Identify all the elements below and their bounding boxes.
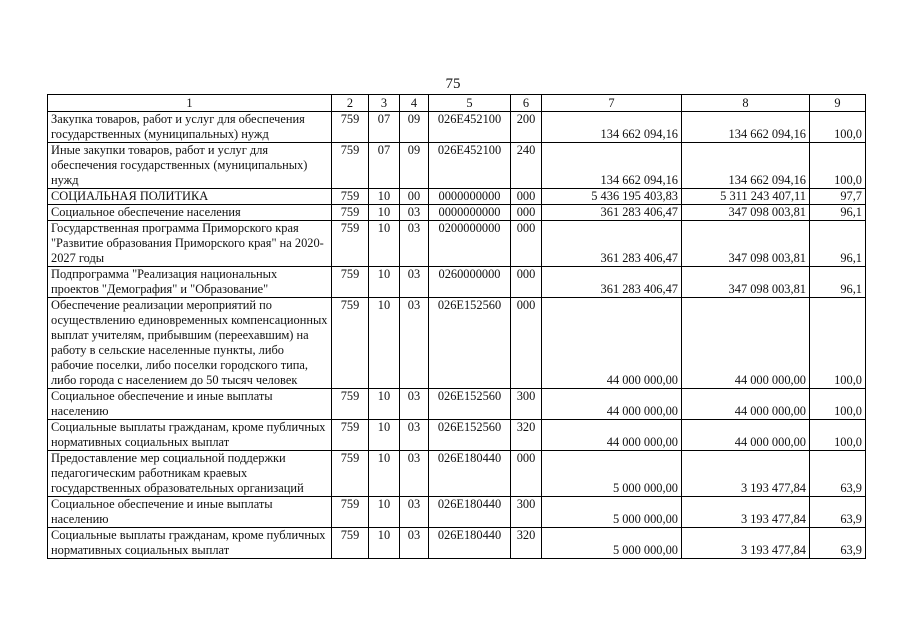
column-header: 5 — [429, 95, 511, 112]
row-name-cell: Социальные выплаты гражданам, кроме публичных нормативных социальных выплат — [48, 420, 332, 451]
target-article-cell: 0000000000 — [429, 189, 511, 205]
planned-amount-cell: 361 283 406,47 — [542, 205, 682, 221]
subsection-code-cell: 03 — [400, 205, 429, 221]
actual-amount-cell: 347 098 003,81 — [682, 205, 810, 221]
expense-type-cell: 300 — [511, 497, 542, 528]
planned-amount-cell: 5 000 000,00 — [542, 528, 682, 559]
row-name-cell: Государственная программа Приморского края "Развитие образования Приморского края" на 2020-2027 годы — [48, 221, 332, 267]
column-header: 8 — [682, 95, 810, 112]
actual-amount-cell: 134 662 094,16 — [682, 143, 810, 189]
ministry-code-cell: 759 — [332, 112, 369, 143]
row-name-cell: Социальное обеспечение населения — [48, 205, 332, 221]
budget-table — [47, 94, 866, 559]
percent-cell: 100,0 — [810, 112, 866, 143]
table-row — [48, 451, 866, 497]
table-row — [48, 112, 866, 143]
row-name-cell: Социальное обеспечение и иные выплаты населению — [48, 389, 332, 420]
column-header: 9 — [810, 95, 866, 112]
row-name-cell: Социальные выплаты гражданам, кроме публичных нормативных социальных выплат — [48, 528, 332, 559]
section-code-cell: 10 — [369, 497, 400, 528]
section-code-cell: 10 — [369, 221, 400, 267]
subsection-code-cell: 00 — [400, 189, 429, 205]
expense-type-cell: 320 — [511, 528, 542, 559]
target-article-cell: 026E152560 — [429, 298, 511, 389]
target-article-cell: 026E180440 — [429, 528, 511, 559]
actual-amount-cell: 5 311 243 407,11 — [682, 189, 810, 205]
column-header: 4 — [400, 95, 429, 112]
section-code-cell: 10 — [369, 451, 400, 497]
column-header: 2 — [332, 95, 369, 112]
percent-cell: 97,7 — [810, 189, 866, 205]
expense-type-cell: 000 — [511, 451, 542, 497]
ministry-code-cell: 759 — [332, 389, 369, 420]
section-code-cell: 10 — [369, 267, 400, 298]
planned-amount-cell: 5 436 195 403,83 — [542, 189, 682, 205]
percent-cell: 63,9 — [810, 497, 866, 528]
actual-amount-cell: 44 000 000,00 — [682, 420, 810, 451]
target-article-cell: 026E452100 — [429, 143, 511, 189]
table-row — [48, 298, 866, 389]
section-code-cell: 10 — [369, 528, 400, 559]
column-header: 1 — [48, 95, 332, 112]
target-article-cell: 026E152560 — [429, 420, 511, 451]
target-article-cell: 026E180440 — [429, 497, 511, 528]
planned-amount-cell: 361 283 406,47 — [542, 221, 682, 267]
section-code-cell: 07 — [369, 112, 400, 143]
section-code-cell: 10 — [369, 298, 400, 389]
row-name-cell: Иные закупки товаров, работ и услуг для обеспечения государственных (муниципальных) нужд — [48, 143, 332, 189]
ministry-code-cell: 759 — [332, 528, 369, 559]
column-header: 6 — [511, 95, 542, 112]
row-name-cell: Предоставление мер социальной поддержки педагогическим работникам краевых государственных образовательных организаций — [48, 451, 332, 497]
expense-type-cell: 240 — [511, 143, 542, 189]
actual-amount-cell: 347 098 003,81 — [682, 221, 810, 267]
subsection-code-cell: 03 — [400, 389, 429, 420]
ministry-code-cell: 759 — [332, 420, 369, 451]
table-row — [48, 497, 866, 528]
target-article-cell: 0260000000 — [429, 267, 511, 298]
row-name-cell: Подпрограмма "Реализация национальных проектов "Демография" и "Образование" — [48, 267, 332, 298]
expense-type-cell: 320 — [511, 420, 542, 451]
ministry-code-cell: 759 — [332, 497, 369, 528]
section-code-cell: 10 — [369, 189, 400, 205]
section-code-cell: 10 — [369, 205, 400, 221]
planned-amount-cell: 361 283 406,47 — [542, 267, 682, 298]
planned-amount-cell: 44 000 000,00 — [542, 389, 682, 420]
percent-cell: 63,9 — [810, 528, 866, 559]
actual-amount-cell: 44 000 000,00 — [682, 298, 810, 389]
subsection-code-cell: 03 — [400, 451, 429, 497]
target-article-cell: 026E152560 — [429, 389, 511, 420]
actual-amount-cell: 44 000 000,00 — [682, 389, 810, 420]
target-article-cell: 0200000000 — [429, 221, 511, 267]
percent-cell: 100,0 — [810, 143, 866, 189]
percent-cell: 100,0 — [810, 420, 866, 451]
ministry-code-cell: 759 — [332, 221, 369, 267]
table-row — [48, 189, 866, 205]
row-name-cell: СОЦИАЛЬНАЯ ПОЛИТИКА — [48, 189, 332, 205]
ministry-code-cell: 759 — [332, 143, 369, 189]
table-row — [48, 528, 866, 559]
subsection-code-cell: 03 — [400, 221, 429, 267]
ministry-code-cell: 759 — [332, 205, 369, 221]
row-name-cell: Закупка товаров, работ и услуг для обеспечения государственных (муниципальных) нужд — [48, 112, 332, 143]
ministry-code-cell: 759 — [332, 189, 369, 205]
subsection-code-cell: 03 — [400, 267, 429, 298]
expense-type-cell: 000 — [511, 298, 542, 389]
subsection-code-cell: 03 — [400, 420, 429, 451]
planned-amount-cell: 44 000 000,00 — [542, 298, 682, 389]
expense-type-cell: 000 — [511, 205, 542, 221]
percent-cell: 63,9 — [810, 451, 866, 497]
column-number-row — [48, 95, 866, 112]
subsection-code-cell: 03 — [400, 298, 429, 389]
percent-cell: 96,1 — [810, 205, 866, 221]
subsection-code-cell: 09 — [400, 112, 429, 143]
ministry-code-cell: 759 — [332, 267, 369, 298]
actual-amount-cell: 3 193 477,84 — [682, 528, 810, 559]
target-article-cell: 026E452100 — [429, 112, 511, 143]
row-name-cell: Обеспечение реализации мероприятий по осуществлению единовременных компенсационных выплат учителям, прибывшим (переехавшим) на работу в сельские населенные пункты, либо рабочие поселки, либо поселки городского типа, либо города с населением до 50 тысяч человек — [48, 298, 332, 389]
actual-amount-cell: 134 662 094,16 — [682, 112, 810, 143]
subsection-code-cell: 03 — [400, 497, 429, 528]
percent-cell: 100,0 — [810, 298, 866, 389]
table-row — [48, 205, 866, 221]
subsection-code-cell: 03 — [400, 528, 429, 559]
table-row — [48, 143, 866, 189]
percent-cell: 96,1 — [810, 267, 866, 298]
expense-type-cell: 000 — [511, 221, 542, 267]
target-article-cell: 0000000000 — [429, 205, 511, 221]
table-row — [48, 221, 866, 267]
planned-amount-cell: 44 000 000,00 — [542, 420, 682, 451]
actual-amount-cell: 347 098 003,81 — [682, 267, 810, 298]
planned-amount-cell: 5 000 000,00 — [542, 451, 682, 497]
planned-amount-cell: 134 662 094,16 — [542, 143, 682, 189]
column-header: 3 — [369, 95, 400, 112]
percent-cell: 100,0 — [810, 389, 866, 420]
subsection-code-cell: 09 — [400, 143, 429, 189]
section-code-cell: 10 — [369, 420, 400, 451]
section-code-cell: 07 — [369, 143, 400, 189]
expense-type-cell: 300 — [511, 389, 542, 420]
expense-type-cell: 000 — [511, 189, 542, 205]
table-row — [48, 420, 866, 451]
column-header: 7 — [542, 95, 682, 112]
table-body — [48, 95, 866, 559]
ministry-code-cell: 759 — [332, 451, 369, 497]
ministry-code-cell: 759 — [332, 298, 369, 389]
actual-amount-cell: 3 193 477,84 — [682, 497, 810, 528]
expense-type-cell: 200 — [511, 112, 542, 143]
target-article-cell: 026E180440 — [429, 451, 511, 497]
percent-cell: 96,1 — [810, 221, 866, 267]
expense-type-cell: 000 — [511, 267, 542, 298]
table-row — [48, 389, 866, 420]
row-name-cell: Социальное обеспечение и иные выплаты населению — [48, 497, 332, 528]
planned-amount-cell: 134 662 094,16 — [542, 112, 682, 143]
planned-amount-cell: 5 000 000,00 — [542, 497, 682, 528]
actual-amount-cell: 3 193 477,84 — [682, 451, 810, 497]
page-number: 75 — [445, 76, 461, 92]
table-row — [48, 267, 866, 298]
section-code-cell: 10 — [369, 389, 400, 420]
